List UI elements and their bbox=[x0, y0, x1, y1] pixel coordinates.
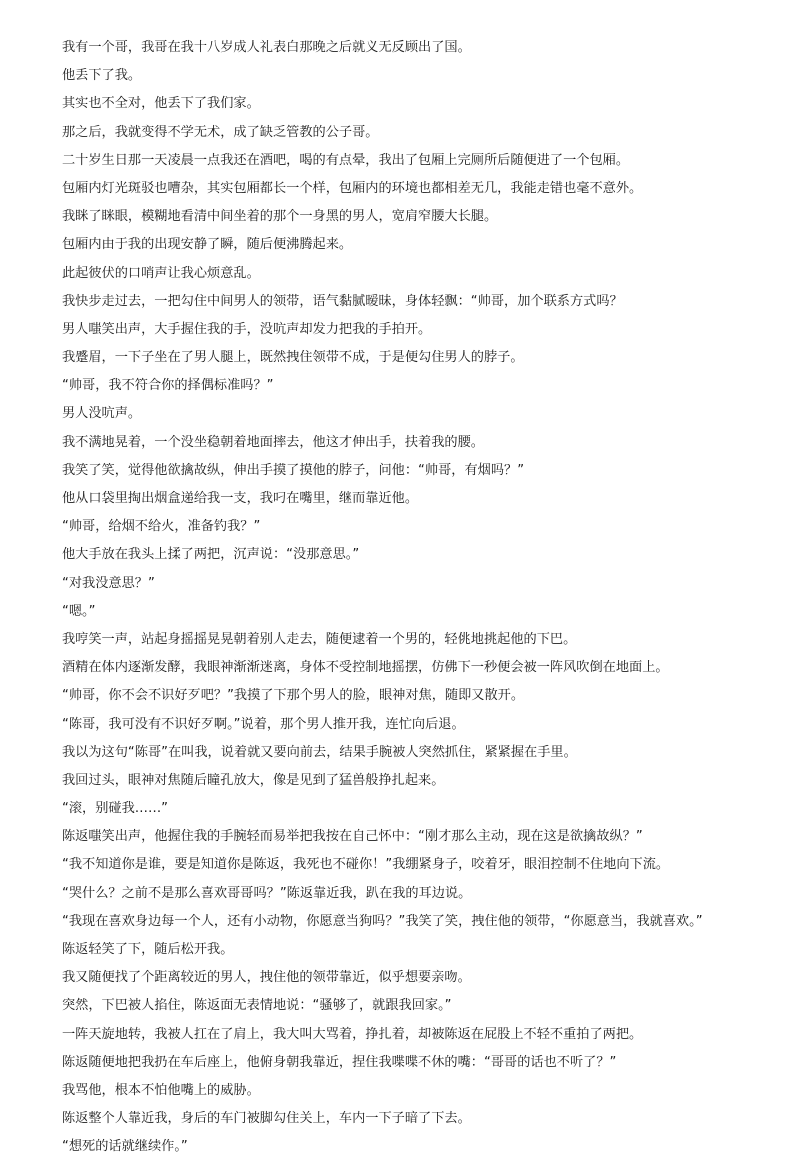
paragraph: 陈返随便地把我扔在车后座上，他俯身朝我靠近，捏住我喋喋不休的嘴：“哥哥的话也不听了？” bbox=[62, 1054, 617, 1070]
paragraph: 男人没吭声。 bbox=[62, 406, 142, 422]
paragraph: “嗯。” bbox=[62, 603, 96, 619]
paragraph: 酒精在体内逐渐发酵，我眼神渐渐迷离，身体不受控制地摇摆，仿佛下一秒便会被一阵风吹倒在地面上。 bbox=[62, 660, 669, 676]
paragraph: 包厢内灯光斑驳也嘈杂，其实包厢都长一个样，包厢内的环境也都相差无几，我能走错也毫不意外。 bbox=[62, 180, 643, 196]
paragraph: “滚，别碰我……” bbox=[62, 801, 168, 817]
paragraph: “我不知道你是谁，要是知道你是陈返，我死也不碰你！”我绷紧身子，咬着牙，眼泪控制不住地向下流。 bbox=[62, 857, 670, 873]
paragraph: 陈返整个人靠近我，身后的车门被脚勾住关上，车内一下子暗了下去。 bbox=[62, 1111, 471, 1127]
paragraph: 陈返轻笑了下，随后松开我。 bbox=[62, 942, 234, 957]
paragraph: 我哼笑一声，站起身摇摇晃晃朝着别人走去，随便逮着一个男的，轻佻地挑起他的下巴。 bbox=[62, 631, 577, 647]
paragraph: 其实也不全对，他丢下了我们家。 bbox=[62, 96, 260, 112]
paragraph: “哭什么？之前不是那么喜欢哥哥吗？”陈返靠近我，趴在我的耳边说。 bbox=[62, 885, 472, 901]
paragraph: 他从口袋里掏出烟盒递给我一支，我叼在嘴里，继而靠近他。 bbox=[62, 491, 419, 506]
paragraph: 他大手放在我头上揉了两把，沉声说：“没那意思。” bbox=[62, 547, 360, 563]
paragraph: 我蹙眉，一下子坐在了男人腿上，既然拽住领带不成，于是便勾住男人的脖子。 bbox=[62, 350, 524, 366]
paragraph: 此起彼伏的口哨声让我心烦意乱。 bbox=[62, 265, 260, 281]
paragraph: 我笑了笑，觉得他欲擒故纵，伸出手摸了摸他的脖子，问他：“帅哥，有烟吗？” bbox=[62, 462, 525, 478]
paragraph: 男人嗤笑出声，大手握住我的手，没吭声却发力把我的手拍开。 bbox=[62, 321, 432, 337]
paragraph: 我不满地晃着，一个没坐稳朝着地面摔去，他这才伸出手，扶着我的腰。 bbox=[62, 434, 484, 450]
paragraph: 我有一个哥，我哥在我十八岁成人礼表白那晚之后就义无反顾出了国。 bbox=[62, 40, 471, 55]
paragraph: 我快步走过去，一把勾住中间男人的领带，语气黏腻暧昧，身体轻飘：“帅哥，加个联系方式吗？ bbox=[62, 293, 623, 309]
paragraph: 包厢内由于我的出现安静了瞬，随后便沸腾起来。 bbox=[62, 237, 353, 253]
paragraph: “陈哥，我可没有不识好歹啊。”说着，那个男人推开我，连忙向后退。 bbox=[62, 716, 465, 732]
paragraph: 我回过头，眼神对焦随后瞳孔放大，像是见到了猛兽般挣扎起来。 bbox=[62, 772, 445, 788]
paragraph: “对我没意思？” bbox=[62, 575, 155, 591]
paragraph: 二十岁生日那一天凌晨一点我还在酒吧，喝的有点晕，我出了包厢上完厕所后随便进了一个包厢。 bbox=[62, 152, 630, 168]
paragraph: 一阵天旋地转，我被人扛在了肩上，我大叫大骂着，挣扎着，却被陈返在屁股上不轻不重拍了两把。 bbox=[62, 1026, 643, 1042]
paragraph: 那之后，我就变得不学无术，成了缺乏管教的公子哥。 bbox=[62, 124, 379, 140]
paragraph: 我骂他，根本不怕他嘴上的威胁。 bbox=[62, 1082, 260, 1098]
paragraph: 突然，下巴被人掐住，陈返面无表情地说：“骚够了，就跟我回家。” bbox=[62, 998, 452, 1014]
paragraph: “我现在喜欢身边每一个人，还有小动物，你愿意当狗吗？”我笑了笑，拽住他的领带，“你愿意当，我就喜欢。” bbox=[62, 913, 703, 929]
paragraph: 我以为这句“陈哥”在叫我，说着就又要向前去，结果手腕被人突然抓住，紧紧握在手里。 bbox=[62, 744, 577, 760]
paragraph: “帅哥，给烟不给火，准备钓我？” bbox=[62, 519, 261, 535]
paragraph: “想死的话就继续作。” bbox=[62, 1139, 188, 1155]
paragraph: “帅哥，你不会不识好歹吧？”我摸了下那个男人的脸，眼神对焦，随即又散开。 bbox=[62, 688, 525, 704]
paragraph: 他丢下了我。 bbox=[62, 68, 142, 84]
paragraph: 陈返嗤笑出声，他握住我的手腕轻而易举把我按在自己怀中：“刚才那么主动，现在这是欲擒故纵？” bbox=[62, 829, 643, 845]
paragraph: “帅哥，我不符合你的择偶标准吗？” bbox=[62, 378, 274, 394]
paragraph: 我眯了眯眼，模糊地看清中间坐着的那个一身黑的男人，宽肩窄腰大长腿。 bbox=[62, 209, 498, 225]
paragraph: 我又随便找了个距离较近的男人，拽住他的领带靠近，似乎想要亲吻。 bbox=[62, 970, 471, 986]
story-text bbox=[62, 34, 782, 1162]
